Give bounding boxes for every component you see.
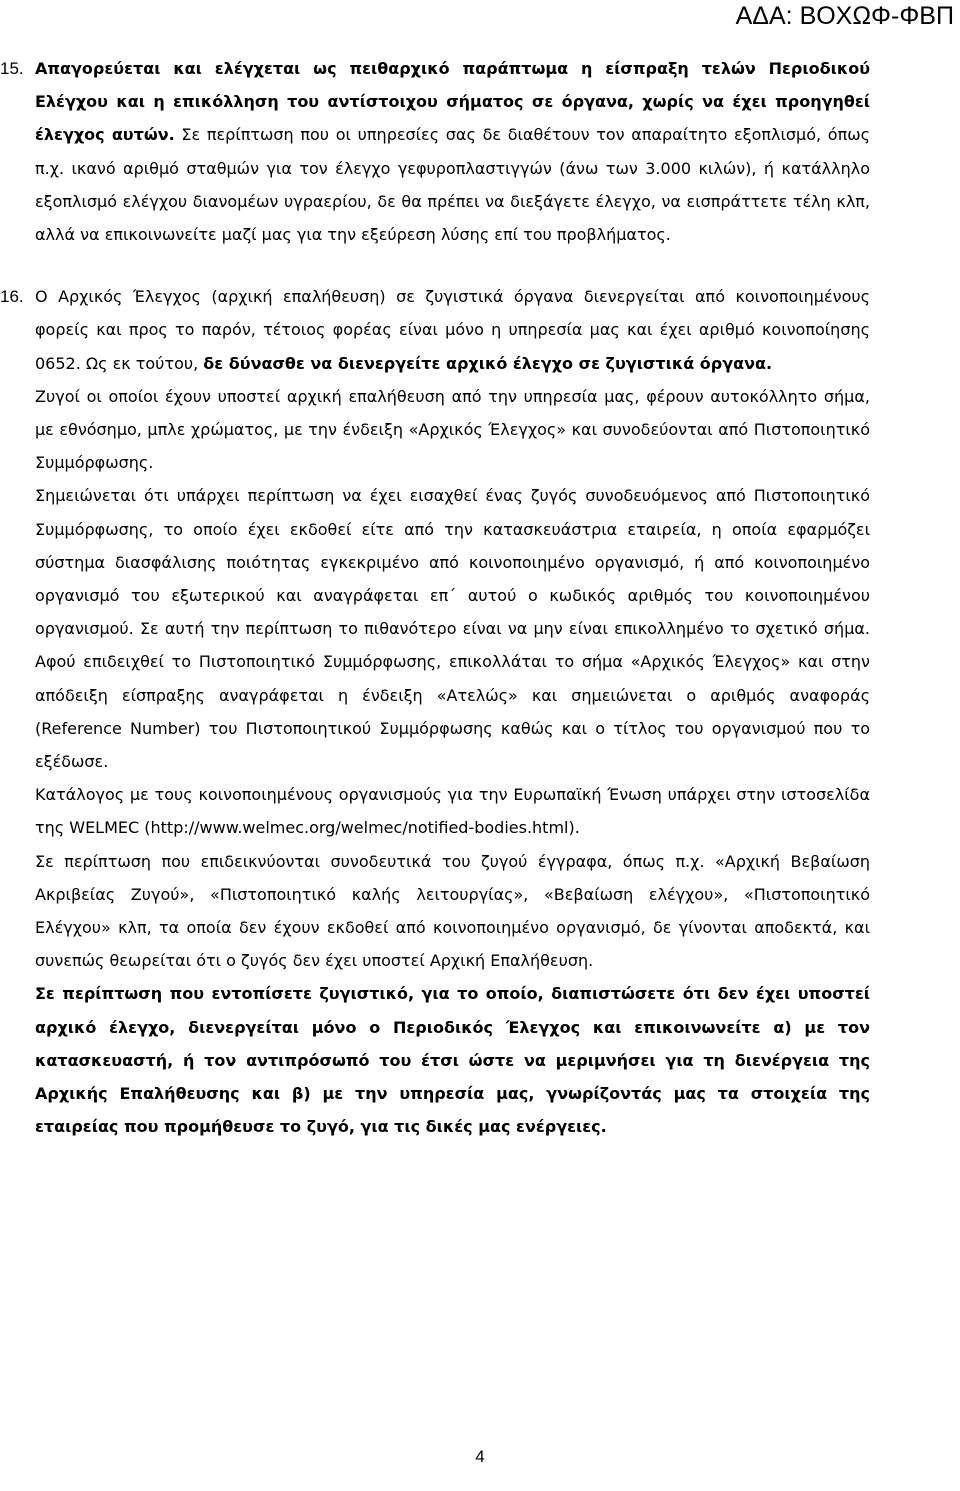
item-16-bold-paragraph: Σε περίπτωση που εντοπίσετε ζυγιστικό, για το οποίο, διαπιστώσετε ότι δεν έχει υποστεί αρχικό έλεγχο, διενεργείται μόνο ο Περιοδικός Έλεγχος και επικοινωνείτε α) με τον κατασκευαστή, ή τον αντιπρόσωπό του έτσι ώστε να μεριμνήσει για τη διενέργεια της Αρχικής Επαλήθευσης και β) με την υπηρεσία μας, γνωρίζοντάς μας τα στοιχεία της εταιρείας που προμήθευσε το ζυγό, για τις δικές μας ενέργειες. <box>35 984 870 1137</box>
item-15-text: Σε περίπτωση που οι υπηρεσίες σας δε διαθέτουν τον απαραίτητο εξοπλισμό, όπως π.χ. ικανό αριθμό σταθμών για τον έλεγχο γεφυροπλαστιγγών (άνω των 3.000 κιλών), ή κατάλληλο εξοπλισμό ελέγχου διανομέων υγραερίου, δε θα πρέπει να διεξάγετε έλεγχο, να εισπράττετε τέλη κλπ, αλλά να επικοινωνείτε μαζί μας για την εξεύρεση λύσης επί του προβλήματος. <box>35 125 871 245</box>
item-16-paragraph-6 <box>35 977 870 1143</box>
item-15-number: 15. <box>0 59 24 78</box>
item-16-paragraph-1 <box>35 280 870 380</box>
item-15-bold-text: Απαγορεύεται και ελέγχεται ως πειθαρχικό παράπτωμα η είσπραξη τελών Περιοδικού Ελέγχου και η επικόλληση του αντίστοιχου σήματος σε όργανα, χωρίς να έχει προηγηθεί έλεγχος αυτών. <box>35 59 870 145</box>
item-15-paragraph <box>35 52 870 251</box>
item-16-number: 16. <box>0 287 24 307</box>
document-body <box>0 52 871 1144</box>
item-16 <box>0 280 870 1143</box>
ada-code: ΑΔΑ: ΒΟΧΩΦ-ΦΒΠ <box>735 2 954 30</box>
item-15 <box>0 52 871 251</box>
spacer <box>35 251 870 280</box>
item-16-paragraph-5: Σε περίπτωση που επιδεικνύονται συνοδευτικά του ζυγού έγγραφα, όπως π.χ. «Αρχική Βεβαίωση Ακριβείας Ζυγού», «Πιστοποιητικό καλής λειτουργίας», «Βεβαίωση ελέγχου», «Πιστοποιητικό Ελέγχου» κλπ, τα οποία δεν έχουν εκδοθεί από κοινοποιημένο οργανισμό, δε γίνονται αποδεκτά, και συνεπώς θεωρείται ότι ο ζυγός δεν έχει υποστεί Αρχική Επαλήθευση. <box>35 851 870 971</box>
item-16-bold-text: δε δύνασθε να διενεργείτε αρχικό έλεγχο σε ζυγιστικά όργανα. <box>203 353 773 373</box>
item-16-paragraph-4: Κατάλογος με τους κοινοποιημένους οργανισμούς για την Ευρωπαϊκή Ένωση υπάρχει στην ιστοσελίδα της WELMEC (http://www.welmec.org/welmec/notified-bodies.html). <box>35 785 870 838</box>
page-number: 4 <box>475 1447 485 1466</box>
item-16-paragraph-3: Σημειώνεται ότι υπάρχει περίπτωση να έχει εισαχθεί ένας ζυγός συνοδευόμενος από Πιστοποιητικό Συμμόρφωσης, το οποίο έχει εκδοθεί είτε από την κατασκευάστρια εταιρεία, η οποία εφαρμόζει σύστημα διασφάλισης ποιότητας εγκεκριμένο από κοινοποιημένο οργανισμό, ή από κοινοποιημένο οργανισμό του εξωτερικού και αναγράφεται επ΄ αυτού ο κωδικός αριθμός του κοινοποιημένου οργανισμού. Σε αυτή την περίπτωση το πιθανότερο είναι να μην είναι επικολλημένο το σχετικό σήμα. Αφού επιδειχθεί το Πιστοποιητικό Συμμόρφωσης, επικολλάται το σήμα «Αρχικός Έλεγχος» και στην απόδειξη είσπραξης αναγράφεται η ένδειξη «Ατελώς» και σημειώνεται ο αριθμός αναφοράς (Reference Number) του Πιστοποιητικού Συμμόρφωσης καθώς και ο τίτλος του οργανισμού που το εξέδωσε. <box>35 486 870 772</box>
item-16-paragraph-2: Ζυγοί οι οποίοι έχουν υποστεί αρχική επαλήθευση από την υπηρεσία μας, φέρουν αυτοκόλλητο σήμα, με εθνόσημο, μπλε χρώματος, με την ένδειξη «Αρχικός Έλεγχος» και συνοδεύονται από Πιστοποιητικό Συμμόρφωσης. <box>35 386 870 473</box>
item-16-text: Ο Αρχικός Έλεγχος (αρχική επαλήθευση) σε ζυγιστικά όργανα διενεργείται από κοινοποιημένους φορείς και προς το παρόν, τέτοιος φορέας είναι μόνο η υπηρεσία μας και έχει αριθμό κοινοποίησης 0652. Ως εκ τούτου, <box>35 287 870 373</box>
